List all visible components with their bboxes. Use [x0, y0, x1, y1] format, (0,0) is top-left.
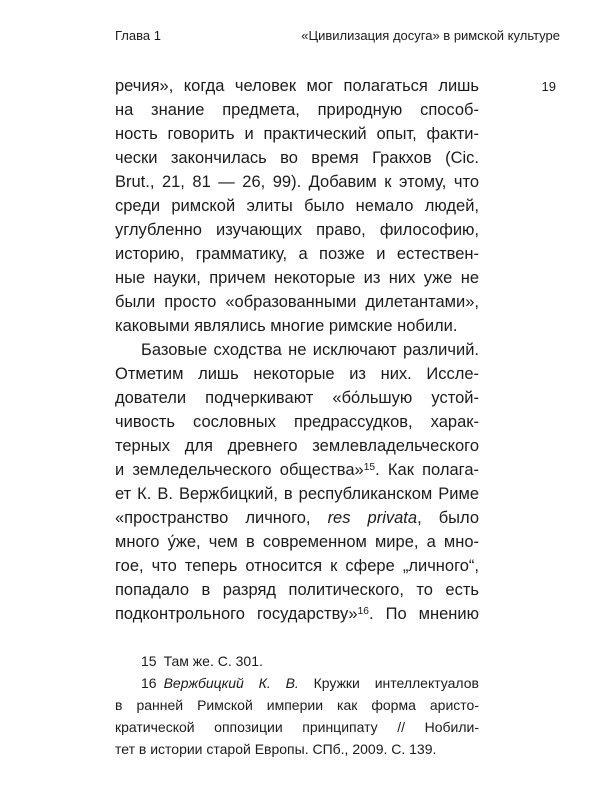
text-line: ет К. В. Вержбицкий, в республиканском Риме — [115, 485, 479, 503]
paragraph — [115, 672, 479, 760]
text-line: много у́же, чем в современном мире, а мно- — [115, 533, 479, 551]
text-line: и земледельческого общества»$^{15}$. Как полага- — [115, 461, 479, 479]
text-line: углубленно изучающих право, философию, — [115, 221, 479, 239]
text-line: кратической оппозиции принципату // Нобили- — [115, 719, 479, 735]
text-line: 15 Там же. С. 301. — [141, 653, 263, 669]
text-line: ные науки, причем некоторые из них уже не — [115, 269, 479, 287]
text-line: «пространство личного, res privata, было — [115, 509, 479, 527]
text-line: 16 Вержбицкий К. В. Кружки интеллектуалов — [141, 675, 479, 691]
text-line: чивость сословных предрассудков, харак- — [115, 413, 479, 431]
header-title: «Цивилизация досуга» в римской культуре — [301, 28, 560, 43]
text-line: Базовые сходства не исключают различий. — [141, 341, 479, 359]
text-line: дователи подчеркивают «бо́льшую устой- — [115, 389, 479, 407]
page-number: 19 — [541, 79, 556, 94]
text-line: попадало в разряд политического, то есть — [115, 581, 479, 599]
paragraph — [115, 338, 479, 626]
chapter-label: Глава 1 — [115, 28, 161, 43]
text-line: каковыми являлись многие римские нобили. — [115, 317, 458, 335]
text-line: терных для древнего землевладельческого — [115, 437, 479, 455]
text-line: ность говорить и практический опыт, факти- — [115, 125, 479, 143]
footnotes-block — [115, 650, 479, 760]
text-line: Отметим лишь некоторые из них. Иссле- — [115, 365, 479, 383]
text-line: на знание предмета, природную способ- — [115, 101, 479, 119]
paragraph — [115, 74, 479, 338]
footnote-ref: 15 — [363, 462, 376, 474]
paragraph — [115, 650, 479, 672]
italic-text: res privata — [327, 509, 418, 527]
text-line: среди римской элиты было немало людей, — [115, 197, 479, 215]
italic-text: Вержбицкий К. В. — [163, 675, 299, 691]
text-line: Brut., 21, 81 — 26, 99). Добавим к этому, что — [115, 173, 479, 191]
text-line: тет в истории старой Европы. СПб., 2009. С. 139. — [115, 741, 437, 757]
running-header — [115, 28, 560, 44]
text-line: гое, что теперь относится к сфере „личного“, — [115, 557, 479, 575]
body-text — [115, 74, 479, 626]
footnote-ref: 16 — [357, 606, 369, 618]
text-line: речия», когда человек мог полагаться лишь — [115, 77, 479, 95]
text-line: в ранней Римской империи как форма аристо- — [115, 697, 479, 713]
text-line: чески закончилась во время Гракхов (Cic. — [115, 149, 479, 167]
text-line: подконтрольного государству»$^{16}$. По мнению — [115, 605, 479, 623]
text-line: историю, грамматику, а позже и естествен- — [115, 245, 479, 263]
text-line: были просто «образованными дилетантами», — [115, 293, 479, 311]
